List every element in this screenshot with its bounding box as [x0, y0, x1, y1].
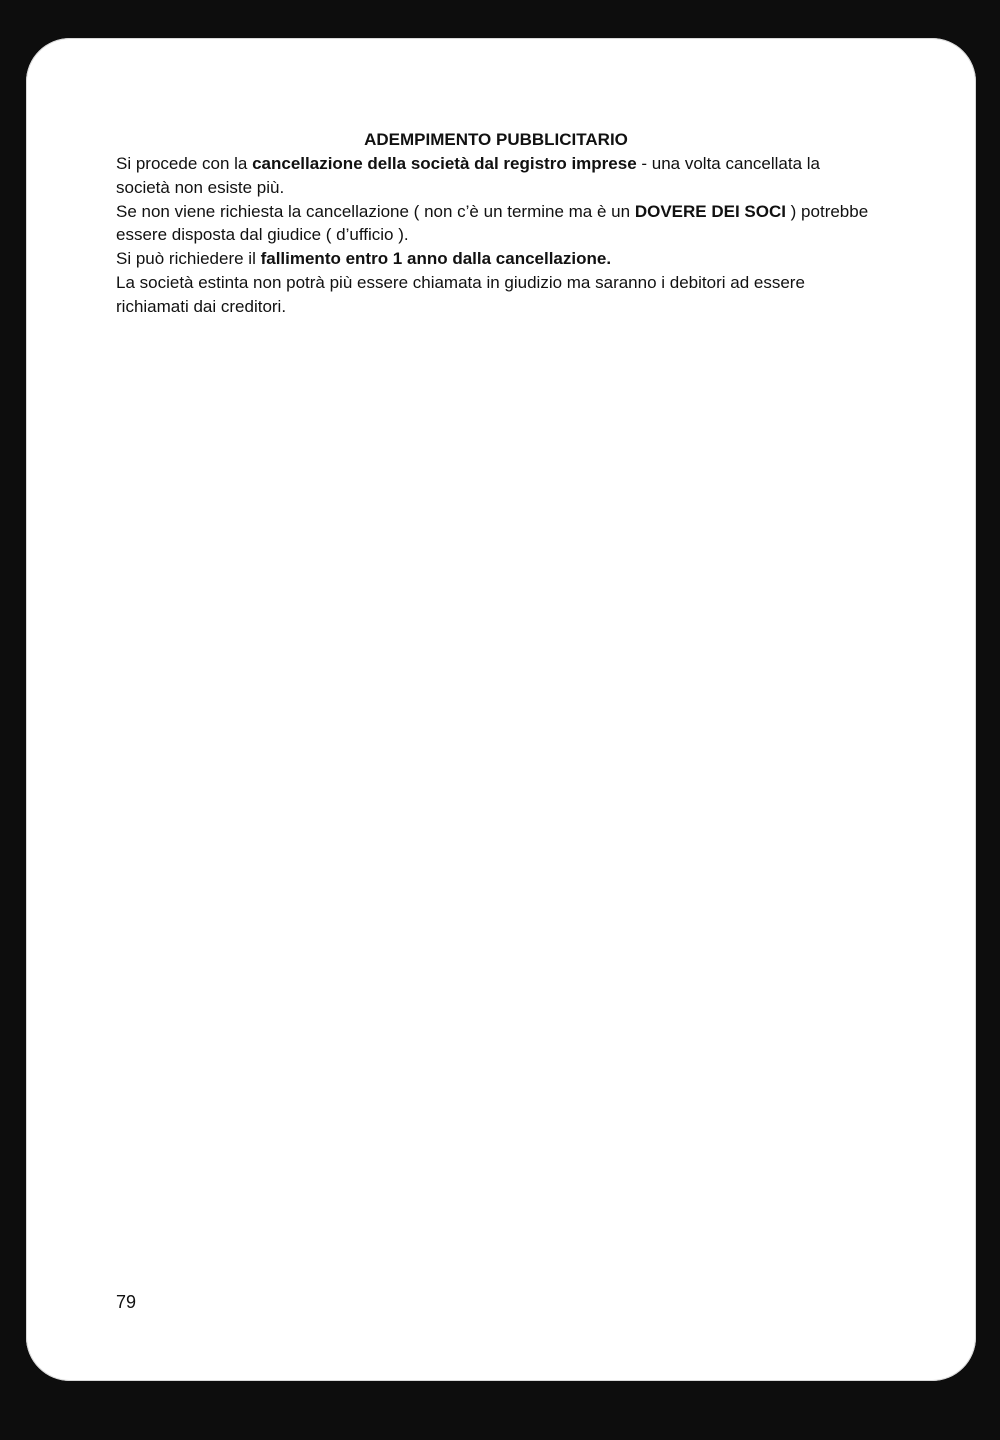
paragraph-text: Si procede con la — [116, 154, 253, 173]
paragraph-bold-text: DOVERE DEI SOCI — [634, 201, 786, 221]
paragraph-bankruptcy — [116, 247, 876, 271]
page-content — [116, 128, 876, 319]
paragraph-extinct-company — [116, 271, 876, 319]
paragraph-bold-text: cancellazione della società dal registro imprese — [252, 154, 637, 173]
paragraph-text: Se non viene richiesta la cancellazione ( non c’è un termine ma è un — [116, 201, 635, 221]
paragraph-bold-text: fallimento entro 1 anno dalla cancellazione. — [260, 249, 612, 269]
paragraph-text: ) potrebbe essere disposta dal giudice ( d’ufficio ). — [116, 201, 869, 245]
section-title: ADEMPIMENTO PUBBLICITARIO — [364, 130, 628, 149]
paragraph-duty — [116, 200, 876, 248]
paragraph-cancellation — [116, 152, 876, 200]
document-page — [26, 38, 976, 1381]
page-number: 79 — [116, 1292, 137, 1312]
paragraph-text: La società estinta non potrà più essere chiamata in giudizio ma saranno i debitori ad essere richiamati dai creditori. — [116, 272, 805, 316]
paragraph-text: - una volta cancellata la società non esiste più. — [116, 154, 820, 197]
paragraph-text: Si può richiedere il — [116, 249, 261, 269]
